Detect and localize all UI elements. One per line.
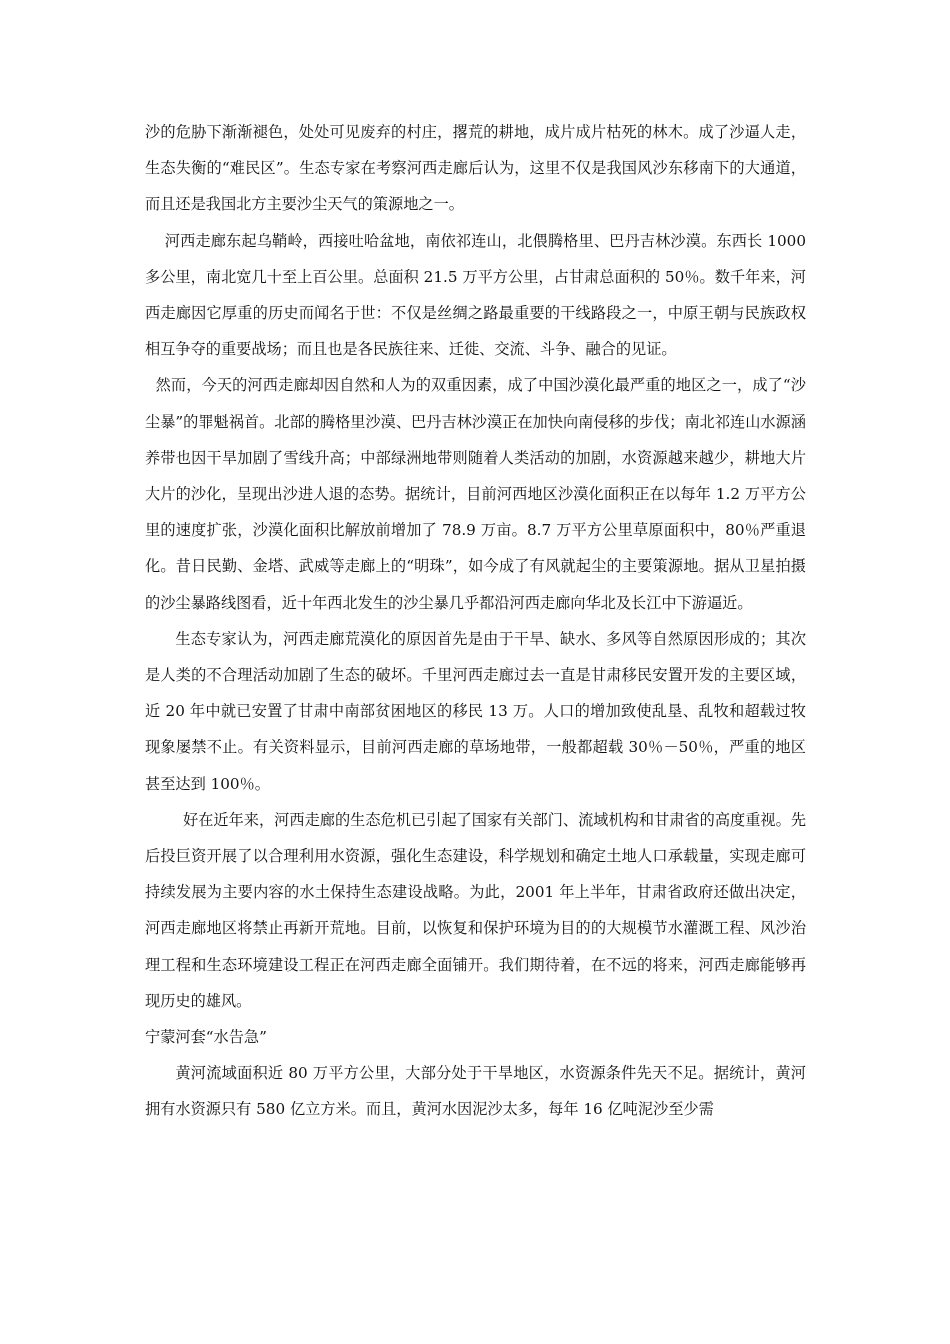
paragraph-6: 黄河流域面积近 80 万平方公里，大部分处于干旱地区，水资源条件先天不足。据统计，黄河拥有水资源只有 580 亿立方米。而且，黄河水因泥沙太多，每年 16 亿吨泥沙至少需 [145,1064,806,1119]
paragraph-4: 生态专家认为，河西走廊荒漠化的原因首先是由于干旱、缺水、多风等自然原因形成的；其次是人类的不合理活动加剧了生态的破坏。千里河西走廊过去一直是甘肃移民安置开发的主要区域，近 20 年中就已安置了甘肃中南部贫困地区的移民 13 万。人口的增加致使乱垦、乱牧和超载过牧现象屡禁不止。有关资料显示，目前河西走廊的草场地带，一般都超载 30％－50％，严重的地区甚至达到 100％。 [145,629,806,793]
paragraph-1: 沙的危胁下渐渐褪色，处处可见废弃的村庄，撂荒的耕地，成片成片枯死的林木。成了沙逼人走，生态失衡的“难民区”。生态专家在考察河西走廊后认为，这里不仅是我国风沙东移南下的大通道，而且还是我国北方主要沙尘天气的策源地之一。 [145,123,806,214]
paragraph-2: 河西走廊东起乌鞘岭，西接吐哈盆地，南依祁连山，北偎腾格里、巴丹吉林沙漠。东西长 1000 多公里，南北宽几十至上百公里。总面积 21.5 万平方公里，占甘肃总面积的 50％。数千年来，河西走廊因它厚重的历史而闻名于世：不仅是丝绸之路最重要的干线路段之一，中原王朝与民族政权相互争夺的重要战场；而且也是各民族往来、迁徙、交流、斗争、融合的见证。 [145,231,806,359]
paragraph-3: 然而，今天的河西走廊却因自然和人为的双重因素，成了中国沙漠化最严重的地区之一，成了“沙尘暴”的罪魁祸首。北部的腾格里沙漠、巴丹吉林沙漠正在加快向南侵移的步伐；南北祁连山水源涵养带也因干旱加剧了雪线升高；中部绿洲地带则随着人类活动的加剧，水资源越来越少，耕地大片大片的沙化，呈现出沙进人退的态势。据统计，目前河西地区沙漠化面积正在以每年 1.2 万平方公里的速度扩张，沙漠化面积比解放前增加了 78.9 万亩。8.7 万平方公里草原面积中，80％严重退化。昔日民勤、金塔、武威等走廊上的“明珠”，如今成了有风就起尘的主要策源地。据从卫星拍摄的沙尘暴路线图看，近十年西北发生的沙尘暴几乎都沿河西走廊向华北及长江中下游逼近。 [145,376,806,612]
document-body [145,114,806,1128]
paragraph-5: 好在近年来，河西走廊的生态危机已引起了国家有关部门、流域机构和甘肃省的高度重视。先后投巨资开展了以合理利用水资源，强化生态建设，科学规划和确定土地人口承载量，实现走廊可持续发展为主要内容的水土保持生态建设战略。为此，2001 年上半年，甘肃省政府还做出决定，河西走廊地区将禁止再新开荒地。目前，以恢复和保护环境为目的的大规模节水灌溉工程、风沙治理工程和生态环境建设工程正在河西走廊全面铺开。我们期待着，在不远的将来，河西走廊能够再现历史的雄风。 [145,810,806,1010]
section-heading: 宁蒙河套“水告急” [145,1028,267,1047]
